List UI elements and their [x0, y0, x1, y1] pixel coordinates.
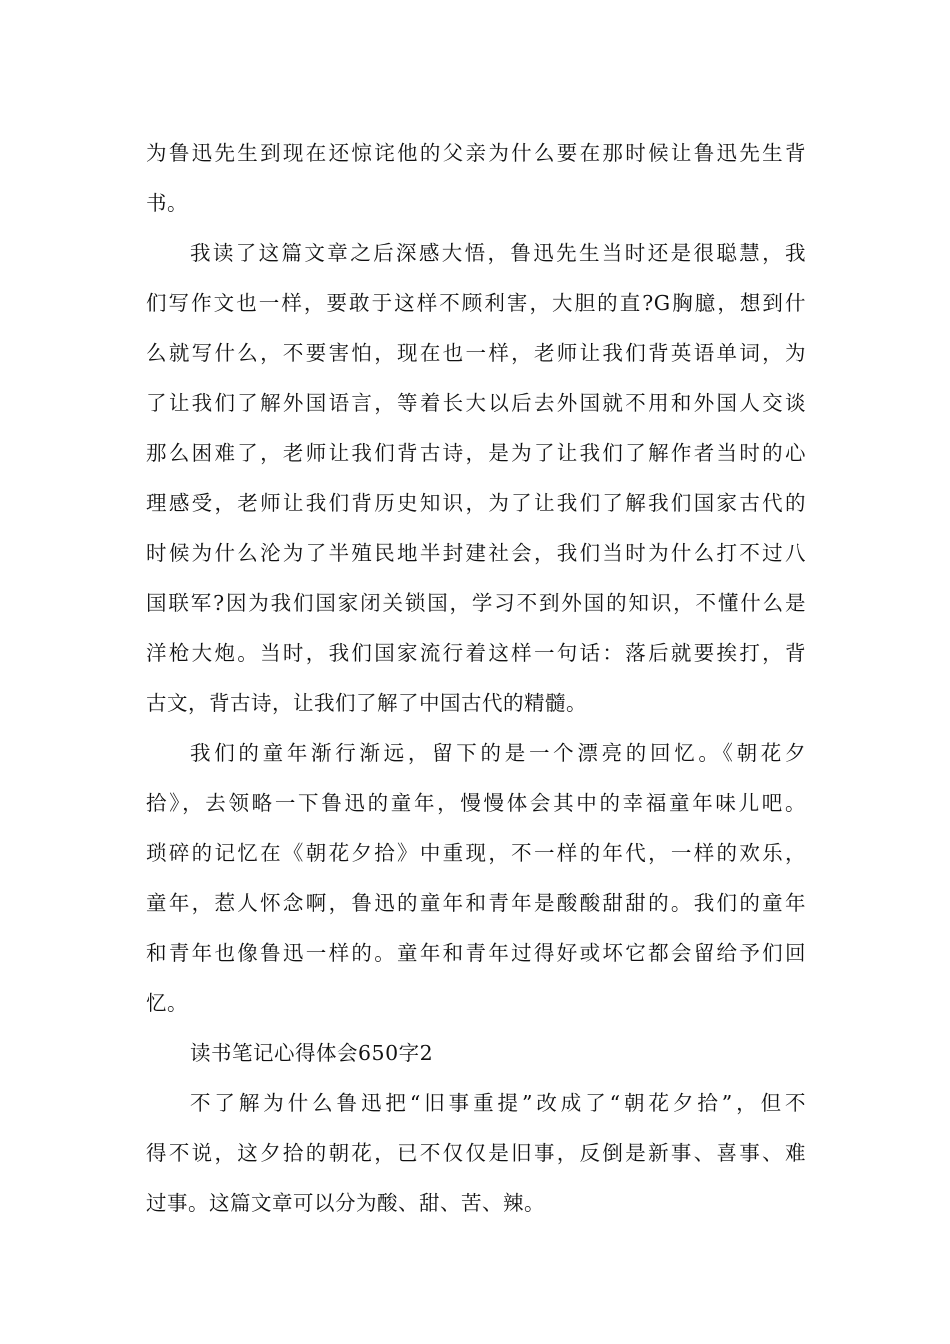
text-line: 为鲁迅先生到现在还惊诧他的父亲为什么要在那时候让鲁迅先生背 — [146, 141, 806, 165]
text-line: 时候为什么沦为了半殖民地半封建社会，我们当时为什么打不过八 — [146, 541, 806, 565]
text-line: 国联军?因为我们国家闭关锁国，学习不到外国的知识，不懂什么是 — [146, 591, 806, 615]
text-line: 洋枪大炮。当时，我们国家流行着这样一句话：落后就要挨打，背 — [146, 641, 806, 665]
section-heading: 读书笔记心得体会650字2 — [190, 1041, 434, 1065]
text-line: 理感受，老师让我们背历史知识，为了让我们了解我们国家古代的 — [146, 491, 806, 515]
document-body — [146, 128, 806, 1228]
text-line: 拾》，去领略一下鲁迅的童年，慢慢体会其中的幸福童年味儿吧。 — [146, 791, 806, 815]
text-line: 们写作文也一样，要敢于这样不顾利害，大胆的直?G胸臆，想到什 — [146, 291, 806, 315]
text-line: 那么困难了，老师让我们背古诗，是为了让我们了解作者当时的心 — [146, 441, 806, 465]
text-line: 童年，惹人怀念啊，鲁迅的童年和青年是酸酸甜甜的。我们的童年 — [146, 891, 806, 915]
paragraph-start-line: 我读了这篇文章之后深感大悟，鲁迅先生当时还是很聪慧，我 — [190, 241, 806, 265]
paragraph-start-line: 不了解为什么鲁迅把“旧事重提”改成了“朝花夕拾”，但不 — [190, 1091, 806, 1115]
text-line: 得不说，这夕拾的朝花，已不仅仅是旧事，反倒是新事、喜事、难 — [146, 1141, 806, 1165]
text-line: 和青年也像鲁迅一样的。童年和青年过得好或坏它都会留给予们回 — [146, 941, 806, 965]
text-line: 了让我们了解外国语言，等着长大以后去外国就不用和外国人交谈 — [146, 391, 806, 415]
text-line: 书。 — [146, 191, 188, 215]
text-line: 古文，背古诗，让我们了解了中国古代的精髓。 — [146, 691, 587, 715]
text-line: 忆。 — [146, 991, 188, 1015]
text-line: 么就写什么，不要害怕，现在也一样，老师让我们背英语单词，为 — [146, 341, 806, 365]
text-line: 琐碎的记忆在《朝花夕拾》中重现，不一样的年代，一样的欢乐， — [146, 841, 806, 865]
paragraph-start-line: 我们的童年渐行渐远，留下的是一个漂亮的回忆。《朝花夕 — [190, 741, 806, 765]
text-line: 过事。这篇文章可以分为酸、甜、苦、辣。 — [146, 1191, 545, 1215]
